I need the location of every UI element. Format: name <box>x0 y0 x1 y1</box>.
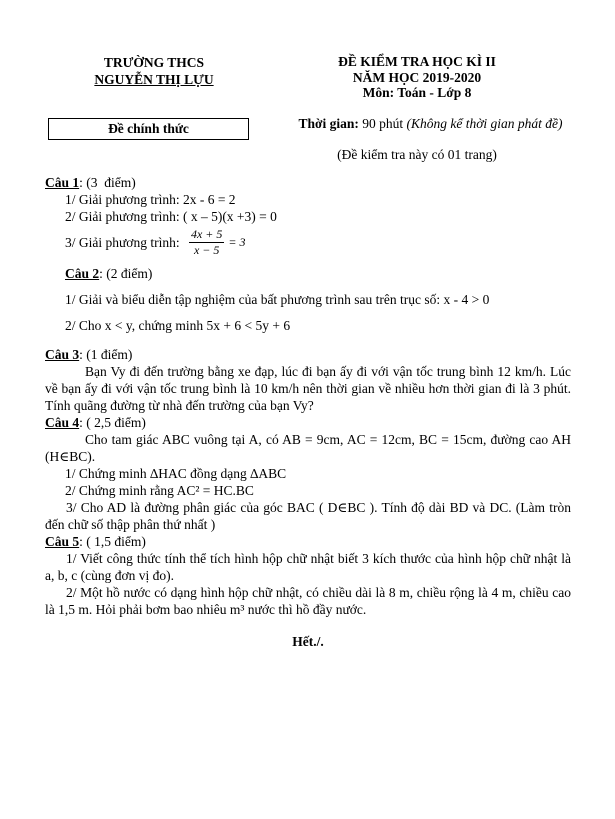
question-2-points: : (2 điểm) <box>99 265 153 281</box>
question-1-item-2: 2/ Giải phương trình: ( x – 5)(x +3) = 0 <box>65 208 277 224</box>
question-4-item-1: 1/ Chứng minh ∆HAC đồng dạng ∆ABC <box>65 465 287 481</box>
question-3-points: : (1 điểm) <box>79 346 133 362</box>
question-5-heading <box>45 533 571 550</box>
question-4-points: : ( 2,5 điểm) <box>79 414 146 430</box>
question-2-item-1: 1/ Giải và biểu diễn tập nghiệm của bất phương trình sau trên trục số: x - 4 > 0 <box>65 291 490 307</box>
exam-pages-note: (Đề kiểm tra này có 01 trang) <box>337 147 497 162</box>
question-3-heading <box>45 346 571 363</box>
fraction-denominator: x − 5 <box>193 242 220 257</box>
question-3-label: Câu 3 <box>45 346 80 362</box>
document-header <box>45 54 571 163</box>
official-exam-box <box>48 118 249 140</box>
school-type: TRƯỜNG THCS <box>103 55 205 70</box>
question-2 <box>45 265 571 334</box>
exam-year: NĂM HỌC 2019-2020 <box>352 69 482 85</box>
question-4-heading <box>45 414 571 431</box>
fraction-numerator: 4x + 5 <box>190 226 223 241</box>
question-3-body: Bạn Vy đi đến trường bằng xe đạp, lúc đi bạn ấy đi với vận tốc trung bình 12 km/h. Lúc về bạn ấy đi với vận tốc trung bình là 10 km/h nên thời gian về nhiều hơn thời gian đi là 3 phút. Tính quãng đường từ nhà đến trường của bạn Vy? <box>45 363 571 413</box>
question-1-item-3-prefix: 3/ Giải phương trình: <box>65 234 183 250</box>
question-1-label: Câu 1 <box>45 174 80 190</box>
exam-title: ĐỀ KIỂM TRA HỌC KÌ II <box>338 54 496 69</box>
question-1-item-1: 1/ Giải phương trình: 2x - 6 = 2 <box>65 191 236 207</box>
question-5-item-2: 2/ Một hồ nước có dạng hình hộp chữ nhật, có chiều dài là 8 m, chiều rộng là 4 m, chiều cao là 1,5 m. Hỏi phải bơm bao nhiêu m³ nước thì hồ đầy nước. <box>45 584 571 617</box>
question-1-item-3 <box>65 227 571 258</box>
school-block <box>45 54 263 163</box>
question-2-item-2: 2/ Cho x < y, chứng minh 5x + 6 < 5y + 6 <box>65 317 291 333</box>
exam-time-label: Thời gian: <box>298 116 359 131</box>
question-1 <box>45 174 571 258</box>
question-5-points: : ( 1,5 điểm) <box>79 533 146 549</box>
exam-subject: Môn: Toán - Lớp 8 <box>362 85 472 100</box>
question-2-label: Câu 2 <box>65 265 100 281</box>
exam-info-block <box>263 54 571 163</box>
exam-time-note: (Không kể thời gian phát đề) <box>406 116 563 131</box>
question-2-heading <box>65 265 571 282</box>
question-1-item-3-suffix: = 3 <box>228 234 246 249</box>
question-1-points: : (3 điểm) <box>79 174 136 190</box>
question-3 <box>45 346 571 414</box>
question-4-label: Câu 4 <box>45 414 80 430</box>
question-5 <box>45 533 571 618</box>
exam-time-line <box>263 101 571 148</box>
end-of-exam-marker: Hết./. <box>292 633 324 649</box>
question-5-item-1: 1/ Viết công thức tính thể tích hình hộp chữ nhật biết 3 kích thước của hình hộp chữ nhật là a, b, c (cùng đơn vị đo). <box>45 550 571 583</box>
exam-time-value: 90 phút <box>358 116 407 131</box>
question-1-heading <box>45 174 571 191</box>
school-name: NGUYỄN THỊ LỰU <box>94 72 214 87</box>
question-4-item-2: 2/ Chứng minh rằng AC² = HC.BC <box>65 482 254 498</box>
question-4 <box>45 414 571 533</box>
fraction <box>189 228 224 257</box>
question-4-intro: Cho tam giác ABC vuông tại A, có AB = 9cm, AC = 12cm, BC = 15cm, đường cao AH (H∈BC). <box>45 431 571 464</box>
official-exam-label: Đề chính thức <box>108 121 189 136</box>
question-5-label: Câu 5 <box>45 533 80 549</box>
question-4-item-3: 3/ Cho AD là đường phân giác của góc BAC ( D∈BC ). Tính độ dài BD và DC. (Làm tròn đến chữ số thập phân thứ nhất ) <box>45 499 571 532</box>
